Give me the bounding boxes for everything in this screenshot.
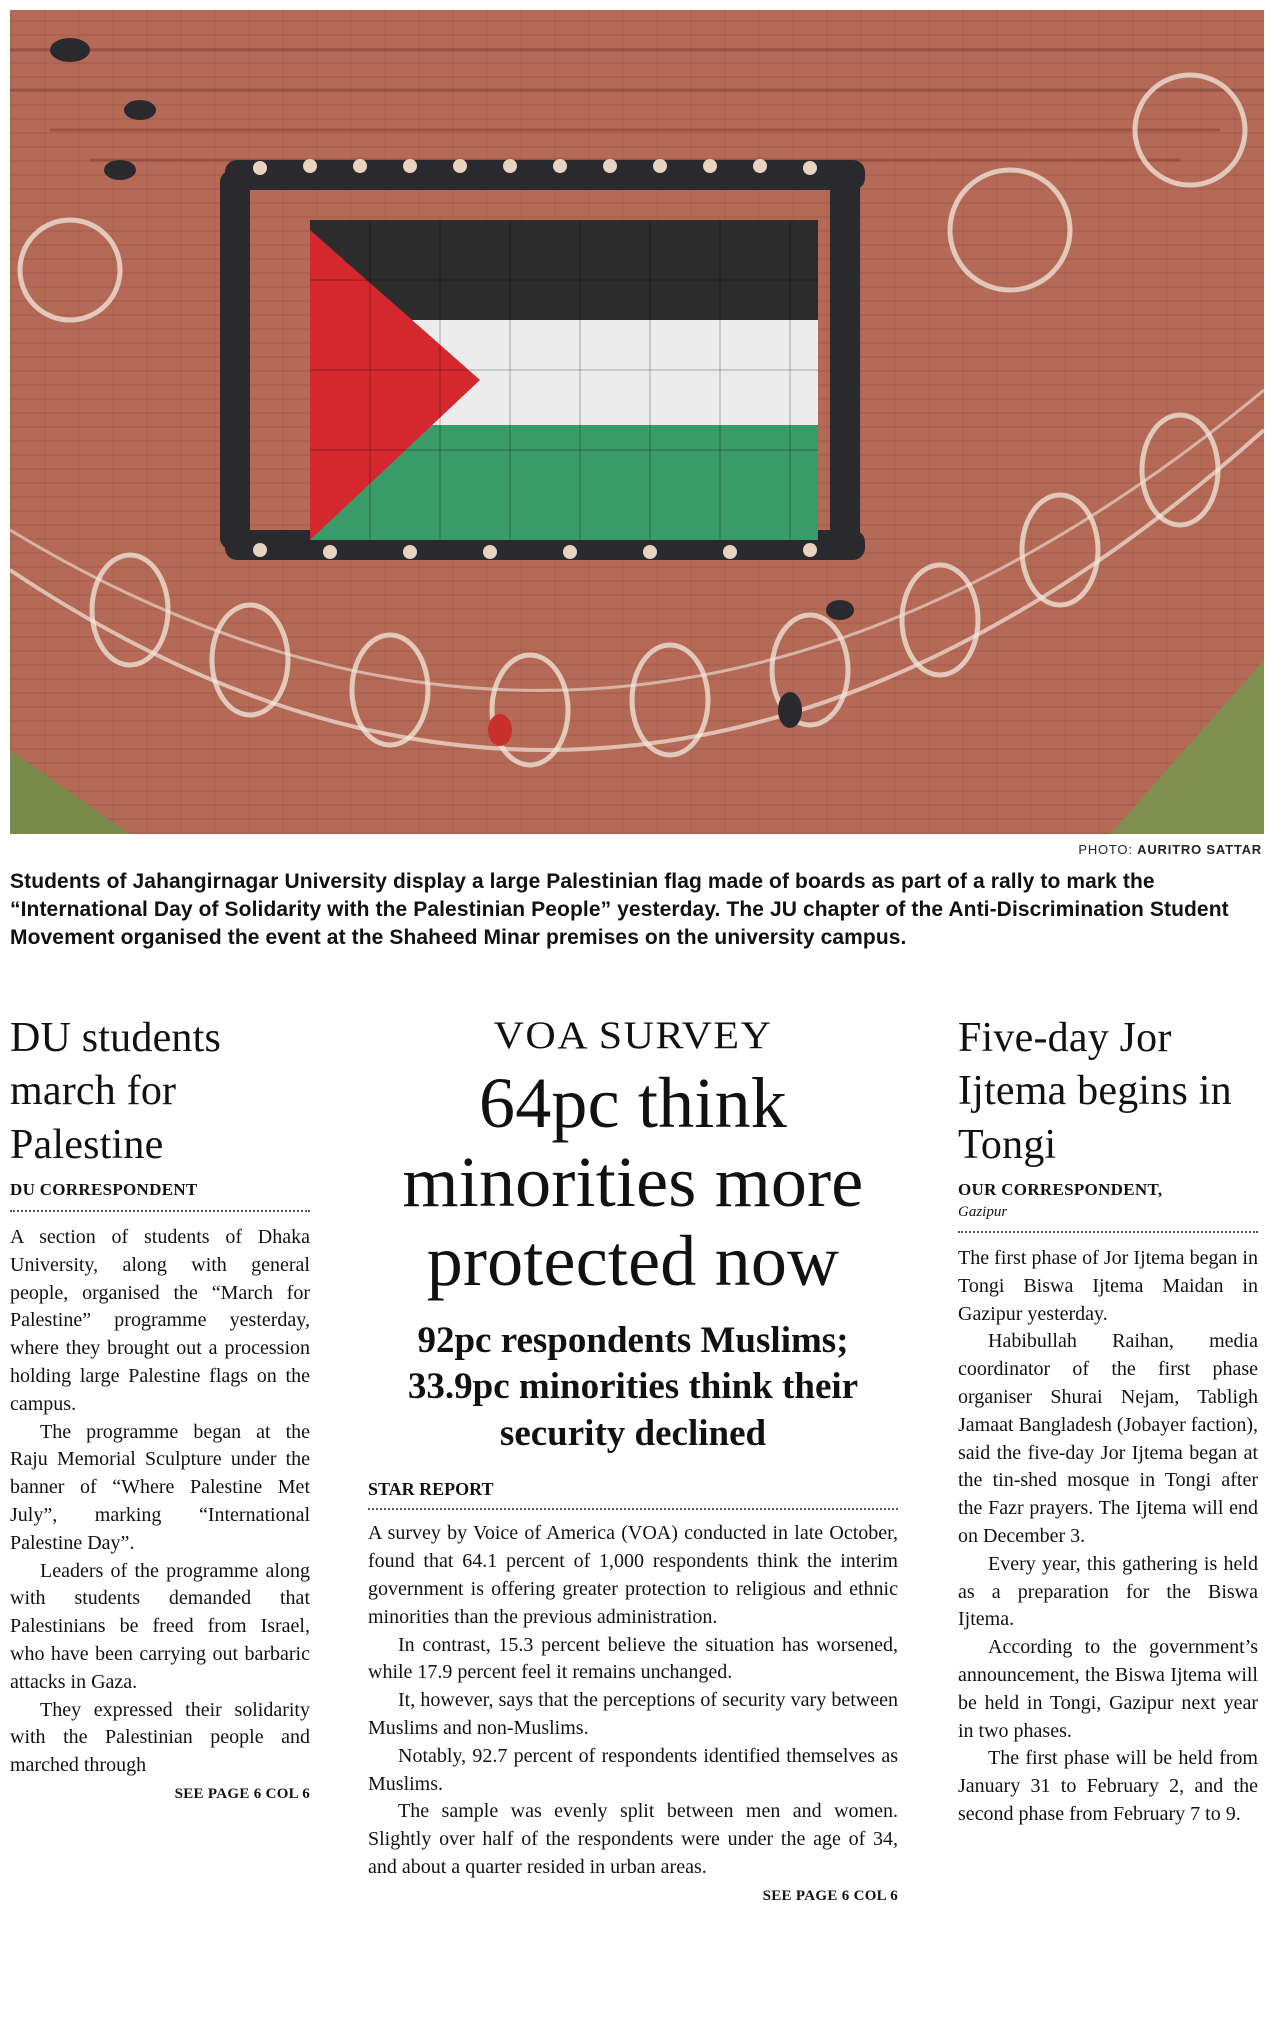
divider [368,1508,898,1510]
left-story [10,1012,310,1803]
right-story-byline: OUR CORRESPONDENT, [958,1179,1163,1199]
aerial-flag-photo [10,10,1264,834]
paragraph: A section of students of Dhaka University, along with general people, organised the “March for Palestine” programme yesterday, where they brought out a procession holding large Palestine flags on the campus. [10,1225,310,1415]
paragraph: A survey by Voice of America (VOA) conducted in late October, found that 64.1 percent of 1,000 respondents think the interim government is offering greater protection to religious and ethnic minorities than the previous administration. [368,1522,898,1628]
paragraph: In contrast, 15.3 percent believe the situation has worsened, while 17.9 percent feel it remains unchanged. [368,1633,898,1684]
paragraph: It, however, says that the perceptions of security vary between Muslims and non-Muslims. [368,1689,898,1739]
left-story-body [10,1224,310,1780]
main-story-subhead: 92pc respondents Muslims; 33.9pc minorities think their security declined [407,1319,859,1454]
main-story-body [368,1520,898,1881]
paragraph: According to the government’s announcement, the Biswa Ijtema will be held in Tongi, Gazipur next year in two phases. [958,1636,1258,1742]
photo-caption: Students of Jahangirnagar University display a large Palestinian flag made of boards as part of a rally to mark the “International Day of Solidarity with the Palestinian People” yesterday. The JU chapter of the Anti-Discrimination Student Movement organised the event at the Shaheed Minar premises on the university campus. [10,870,1229,949]
main-story-headline: 64pc think minorities more protected now [402,1063,864,1302]
paragraph: Habibullah Raihan, media coordinator of the first phase organiser Shurai Nejam, Tabligh Jamaat Bangladesh (Jobayer faction), said the five-day Jor Ijtema began at the tin-shed mosque in Tongi after the Fazr prayers. The Ijtema will end on December 3. [958,1330,1258,1547]
main-story [368,1012,898,1905]
right-story-body [958,1245,1258,1829]
right-story-dateline: Gazipur [958,1203,1008,1220]
left-story-jump-link[interactable]: SEE PAGE 6 COL 6 [174,1785,310,1802]
paragraph: Notably, 92.7 percent of respondents identified themselves as Muslims. [368,1744,898,1795]
paragraph: Every year, this gathering is held as a preparation for the Biswa Ijtema. [958,1552,1258,1631]
news-photo [10,10,1264,834]
paragraph: Leaders of the programme along with students demanded that Palestinians be freed from Israel, who have been carrying out barbaric attacks in Gaza. [10,1559,310,1693]
photo-credit [1078,842,1262,857]
main-story-kicker: VOA SURVEY [493,1014,773,1058]
paragraph: They expressed their solidarity with the Palestinian people and marched through [10,1698,310,1777]
divider [958,1231,1258,1233]
main-story-byline: STAR REPORT [368,1479,494,1500]
photo-credit-name: AURITRO SATTAR [1137,842,1262,857]
paragraph: The first phase will be held from January 31 to February 2, and the second phase from February 7 to 9. [958,1747,1258,1825]
left-story-headline: DU students march for Palestine [10,1015,222,1168]
photo-credit-prefix: PHOTO: [1078,842,1133,857]
left-story-byline: DU CORRESPONDENT [10,1179,198,1199]
divider [10,1210,310,1212]
paragraph: The sample was evenly split between men and women. Slightly over half of the respondents were under the age of 34, and about a quarter resided in urban areas. [368,1800,898,1878]
paragraph: The first phase of Jor Ijtema began in Tongi Biswa Ijtema Maidan in Gazipur yesterday. [958,1246,1258,1325]
right-story-headline: Five-day Jor Ijtema begins in Tongi [958,1015,1232,1168]
main-story-jump-link[interactable]: SEE PAGE 6 COL 6 [762,1887,898,1904]
paragraph: The programme began at the Raju Memorial Sculpture under the banner of “Where Palestine Met July”, marking “International Palestine Day”. [10,1420,310,1554]
right-story [958,1012,1258,1829]
